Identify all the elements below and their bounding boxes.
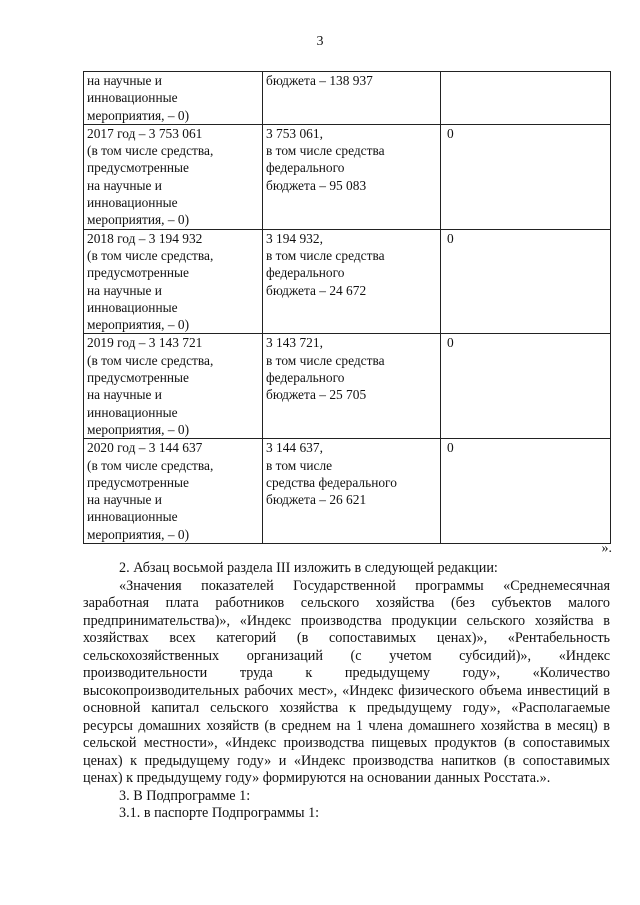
document-body xyxy=(83,560,610,823)
budget-cell: 3 143 721, в том числе средства федерального бюджета – 25 705 xyxy=(263,334,441,439)
table-row xyxy=(84,72,611,125)
table-row xyxy=(84,439,611,544)
closing-quote: ». xyxy=(601,541,612,556)
budget-cell: 3 194 932, в том числе средства федерального бюджета – 24 672 xyxy=(263,229,441,334)
budget-table xyxy=(83,71,611,544)
extra-budget-cell xyxy=(441,72,611,125)
paragraph-amendment-3-1: 3.1. в паспорте Подпрограммы 1: xyxy=(119,805,320,821)
paragraph-indicators: «Значения показателей Государственной программы «Среднемесячная заработная плата работников сельского хозяйства (без субъектов малого предпринимательства)», «Индекс производства продукции сельского хозяйства в хозяйствах всех категорий (в сопоставимых ценах)», «Рентабельность сельскохозяйственных организаций (с учетом субсидий)», «Индекс производительности труда к предыдущему году», «Количество высокопроизводительных рабочих мест», «Индекс физического объема инвестиций в основной капитал сельского хозяйства к предыдущему году», «Располагаемые ресурсы домашних хозяйств (в среднем на 1 члена домашнего хозяйства в месяц) в сельской местности», «Индекс производства пищевых продуктов (в сопоставимых ценах) к предыдущему году» и «Индекс производства напитков (в сопоставимых ценах) к предыдущему году» формируются на основании данных Росстата.». xyxy=(83,577,610,786)
paragraph-amendment-2: 2. Абзац восьмой раздела III изложить в следующей редакции: xyxy=(119,560,498,576)
budget-cell: 3 753 061, в том числе средства федерального бюджета – 95 083 xyxy=(263,124,441,229)
extra-budget-cell: 0 xyxy=(441,229,611,334)
paragraph-amendment-3: 3. В Подпрограмме 1: xyxy=(119,787,251,804)
year-total-cell: 2020 год – 3 144 637 (в том числе средства, предусмотренные на научные и инновационные мероприятия, – 0) xyxy=(84,439,263,544)
budget-cell: 3 144 637, в том числе средства федерального бюджета – 26 621 xyxy=(263,439,441,544)
table-row xyxy=(84,229,611,334)
table-row xyxy=(84,124,611,229)
table-row xyxy=(84,334,611,439)
page-number: 3 xyxy=(316,34,324,49)
extra-budget-cell: 0 xyxy=(441,124,611,229)
year-total-cell: 2017 год – 3 753 061 (в том числе средства, предусмотренные на научные и инновационные мероприятия, – 0) xyxy=(84,124,263,229)
year-total-cell: на научные и инновационные мероприятия, – 0) xyxy=(84,72,263,125)
extra-budget-cell: 0 xyxy=(441,334,611,439)
budget-cell: бюджета – 138 937 xyxy=(263,72,441,125)
year-total-cell: 2019 год – 3 143 721 (в том числе средства, предусмотренные на научные и инновационные мероприятия, – 0) xyxy=(84,334,263,439)
extra-budget-cell: 0 xyxy=(441,439,611,544)
year-total-cell: 2018 год – 3 194 932 (в том числе средства, предусмотренные на научные и инновационные мероприятия, – 0) xyxy=(84,229,263,334)
